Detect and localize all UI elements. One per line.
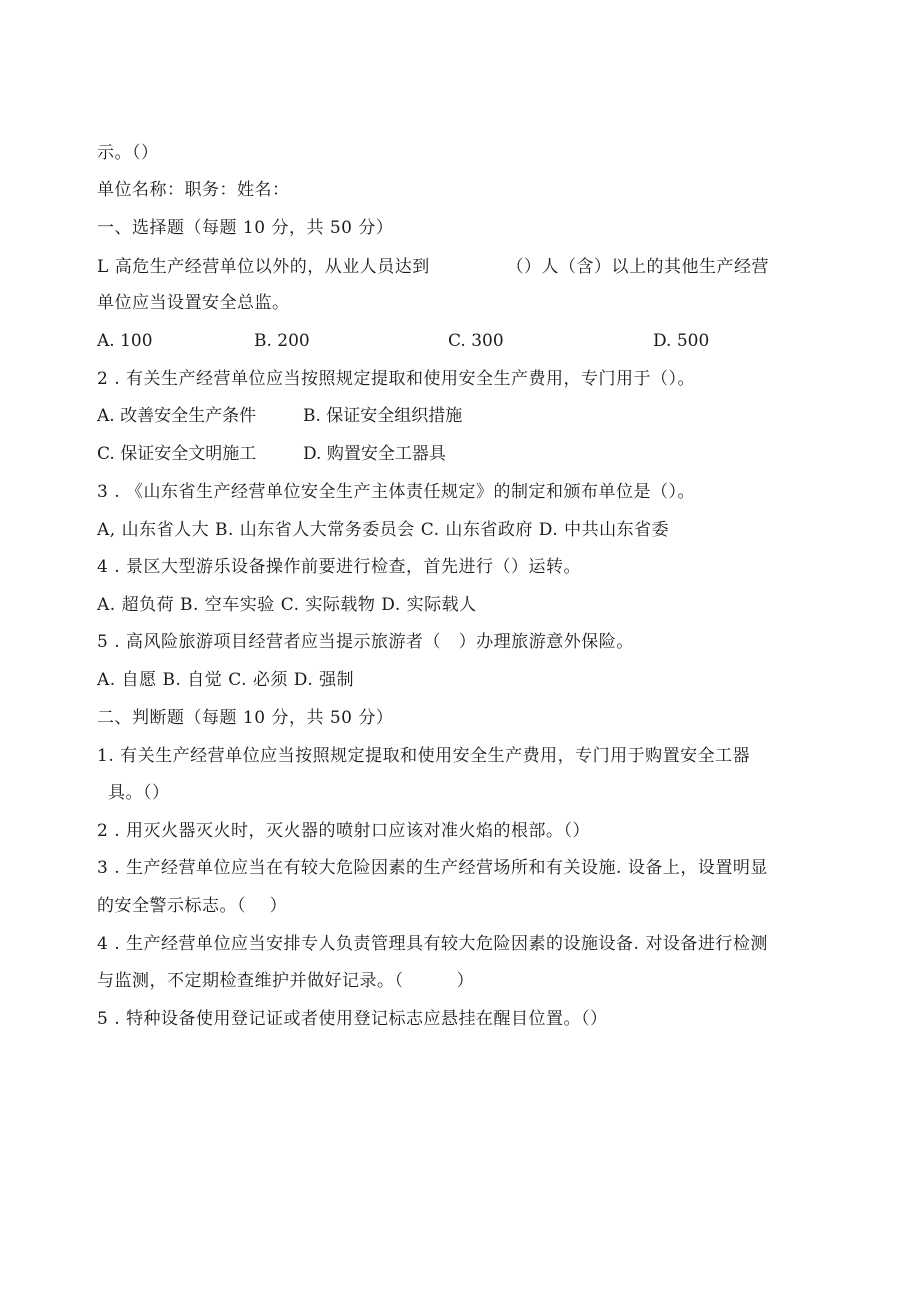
q5-line1: 5 . 高风险旅游项目经营者应当提示旅游者（ ）办理旅游意外保险。 <box>97 632 634 652</box>
q4-options: A. 超负荷 B. 空车实验 C. 实际载物 D. 实际载人 <box>97 595 477 615</box>
q1-option-c: C. 300 <box>448 331 504 351</box>
section2-heading: 二、判断题（每题 10 分，共 50 分） <box>97 708 394 728</box>
q1-option-a: A. 100 <box>97 331 153 351</box>
q2-option-c: C. 保证安全文明施工 <box>97 444 257 464</box>
j4-line1: 4 . 生产经营单位应当安排专人负责管理具有较大危险因素的设施设备. 对设备进行检测 <box>97 934 768 954</box>
q1-line1: L 高危生产经营单位以外的，从业人员达到 （）人（含）以上的其他生产经营 <box>97 257 769 277</box>
j1-line2: 具。（） <box>108 783 170 803</box>
q3-options: A, 山东省人大 B. 山东省人大常务委员会 C. 山东省政府 D. 中共山东省委 <box>97 520 670 540</box>
info-line: 单位名称：职务：姓名： <box>97 180 290 200</box>
j3-line1: 3 . 生产经营单位应当在有较大危险因素的生产经营场所和有关设施. 设备上，设置明显 <box>97 858 768 878</box>
j3-line2: 的安全警示标志。（ ） <box>97 896 288 916</box>
j5-line1: 5 . 特种设备使用登记证或者使用登记标志应悬挂在醒目位置。（） <box>97 1009 608 1029</box>
q4-line1: 4 . 景区大型游乐设备操作前要进行检查，首先进行（）运转。 <box>97 557 582 577</box>
top-fragment: 示。（） <box>97 143 159 163</box>
q1-option-b: B. 200 <box>254 331 310 351</box>
q2-option-d: D. 购置安全工器具 <box>303 444 446 464</box>
q2-option-a: A. 改善安全生产条件 <box>97 406 257 426</box>
q5-options: A. 自愿 B. 自觉 C. 必须 D. 强制 <box>97 670 355 690</box>
j2-line1: 2 . 用灭火器灭火时，灭火器的喷射口应该对准火焰的根部。（） <box>97 821 591 841</box>
q2-line1: 2 . 有关生产经营单位应当按照规定提取和使用安全生产费用，专门用于（）。 <box>97 369 696 389</box>
q2-option-b: B. 保证安全组织措施 <box>303 406 463 426</box>
q1-line2: 单位应当设置安全总监。 <box>97 293 290 313</box>
q3-line1: 3 . 《山东省生产经营单位安全生产主体责任规定》的制定和颁布单位是（）。 <box>97 482 696 502</box>
section1-heading: 一、选择题（每题 10 分，共 50 分） <box>97 218 394 238</box>
j4-line2: 与监测，不定期检查维护并做好记录。（ ） <box>97 971 475 991</box>
q1-option-d: D. 500 <box>653 331 710 351</box>
j1-line1: 1. 有关生产经营单位应当按照规定提取和使用安全生产费用，专门用于购置安全工器 <box>97 746 751 766</box>
